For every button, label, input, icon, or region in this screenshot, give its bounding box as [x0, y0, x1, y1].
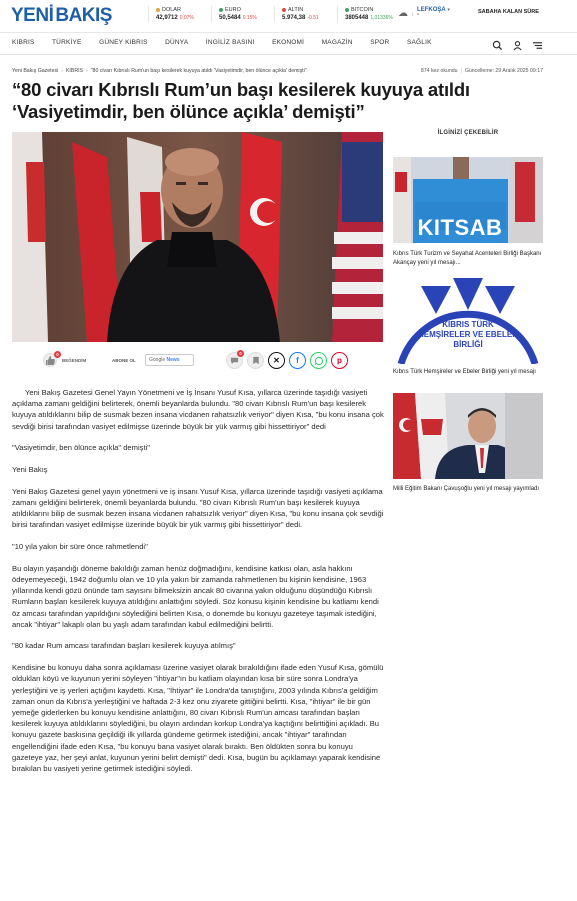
nav-item[interactable]: TÜRKİYE [52, 39, 82, 46]
facebook-icon[interactable]: f [289, 352, 306, 369]
like-count: 0 [54, 351, 61, 358]
ticker-label: EURO [225, 7, 241, 13]
whatsapp-icon[interactable] [310, 352, 327, 369]
article-paragraph: Yeni Bakış Gazetesi Genel Yayın Yönetmeni ve İş İnsanı Yusuf Kısa, yıllarca üzerinde taşıdığı vasiyeti açıklama zamanı geldiğini belirterek, önemli beyanlarda bulundu. "80 civarı Kıbrıslı Rum'un başı kesilerek kuyuya atıldıklarını bilip de susmak bezen insana vicdanen rahatsızlık veriyor" diyen Kısa, "bu konu insana çok sevdiği birisi tarafından vasiyet edilmişse üzerinde büyük bir yük varmış gibi hissettiriyor" dedi [12, 388, 384, 431]
divider: | [460, 68, 462, 74]
ticker-label: DOLAR [162, 7, 181, 13]
nav-actions [492, 38, 543, 49]
nav-item[interactable]: EKONOMİ [272, 39, 305, 46]
nav-item[interactable]: SPOR [370, 39, 390, 46]
article-paragraph: Yeni Bakış Gazetesi genel yayın yönetmeni ve iş insanı Yusuf Kısa, yıllarca üzerinde taşıdığı vasiyeti açıklama zamanı geldiğini belirterek, önemli beyanlarda bulundu. "80 civarı Kıbrıslı Rum'un başı kesilerek kuyuya atıldıklarını bilip de susmak bezen insana vicdanen rahatsızlık veriyor" diyen Kısa, "bu konu insana çok sevdiği birisi tarafından vasiyet edilmişse üzerinde büyük bir yük varmış gibi hissettiriyor" dedi. [12, 486, 384, 530]
article-title: “80 civarı Kıbrıslı Rum’un başı kesilerek kuyuya atıldı ‘Vasiyetimdir, ben ölünce açıkla’ demişti” [12, 79, 470, 122]
trend-dot-icon [282, 8, 286, 12]
search-icon[interactable] [492, 38, 503, 49]
ticker-label-row [156, 6, 208, 14]
ticker-label-row [282, 6, 334, 14]
ticker-change: 1,01336% [370, 15, 393, 21]
comment-count: 0 [237, 350, 244, 357]
trend-dot-icon [219, 8, 223, 12]
article-meta [421, 68, 543, 74]
social-share-icons [226, 352, 348, 369]
ticker-value: 5.974,38 [282, 15, 306, 21]
breadcrumb-home[interactable]: Yeni Bakış Gazetesi [12, 68, 59, 74]
chevron-right-icon: › [61, 68, 63, 74]
breadcrumb-current: "80 civarı Kıbrıslı Rum'un başı kesilerek kuyuya atıldı 'Vasiyetimdir, ben ölünce açıkla' demişti" [90, 68, 307, 74]
cloud-icon: ☁ [398, 7, 408, 19]
nav-list [12, 39, 449, 46]
nav-item[interactable]: SAĞLIK [406, 39, 432, 46]
comment-icon[interactable] [226, 352, 243, 369]
trend-dot-icon [345, 8, 349, 12]
logo-part2: BAKIŞ [55, 5, 112, 26]
x-twitter-icon[interactable]: ✕ [268, 352, 285, 369]
nav-item[interactable]: GÜNEY KIBRIS [99, 39, 148, 46]
nav-item[interactable]: İNGİLİZ BASINI [205, 39, 255, 46]
market-tickers [148, 6, 400, 22]
sidebar-item-caption[interactable]: Kıbrıs Türk Hemşireler ve Ebeler Birliği yeni yıl mesajı [393, 369, 536, 375]
trend-dot-icon [156, 8, 160, 12]
kitsab-logo-text: KITSAB [417, 215, 503, 240]
share-bar [12, 350, 383, 372]
nurses-association-logo [393, 272, 543, 364]
google-news-prefix: Google [149, 357, 166, 363]
sidebar-item-image[interactable] [393, 157, 543, 243]
ticker-change: -0.51 [307, 15, 319, 21]
ticker-value: 42,9712 [156, 15, 178, 21]
sidebar-item-caption[interactable]: Kıbrıs Türk Turizm ve Seyahat Acenteleri Birliği Başkanı Akançay yeni yıl mesajı... [393, 251, 542, 266]
breadcrumb [12, 68, 307, 74]
article-paragraph: Kendisine bu konuyu daha sonra açıklaması üzerine vasiyet olarak bırakıldığını ifade eden Yusuf Kısa, gömülü oldukları köyü ve kuyunun yerini söyleyen "ihtiyar"ın bu katliam olayından kısa bir süre sonra Londra'ya yerleştiğini ve iş yerleri açtığını kaydetti. Kısa, "İhtiyar" ile Londra'da tanıştığını, 2003 yılında Kıbrıs'a geldiğim zaman onun da Kıbrıs'a yerleştiğini ve haftada 2-3 kez onu ziyarete gittiğini belirtti. Kısa, "ihtiyar" ile bir gün yemeğe giderlerken bu konuyu kendisine anlattığını, 80 civarı Kıbrıslı Rum'un amcası tarafından başları kesilerek kuyuya atıldıklarını söylediğini, bu olayın ardından korkup Londra'ya kaçtığını belirttiğini açıkladı. Bu konuyu gazete baskısına geçildiği ilk yıllarda gündeme getirmek istediğini, ancak "ihtiyar" tarafından engellendiğini ifade eden Kısa, "bu konuyu bana vasiyet olarak bıraktı. Ben öldükten sonra bu konuyu gazeteye yaz, her şeyi anlat, kuyunun yerini belirt demişti" dedi. Kısa, bugün bu açıklamayı yaparak kendisine bırakılan bu vasiyeti yerine getirmek istediğini söyledi. [12, 663, 384, 773]
weather-temp: ° [417, 13, 420, 19]
subscribe-label: ABONE OL [112, 358, 136, 363]
sidebar-item-image[interactable] [393, 272, 543, 364]
main-nav [0, 33, 577, 55]
logo-line-1: KIBRIS TÜRK [442, 320, 494, 329]
sidebar-item-image[interactable] [393, 393, 543, 479]
ticker-label-row [219, 6, 271, 14]
chevron-right-icon: › [85, 68, 88, 74]
google-news-button[interactable] [145, 354, 194, 366]
ticker-value-row [345, 14, 397, 22]
breadcrumb-category[interactable]: KIBRIS [65, 68, 83, 74]
like-label: BEĞENDİM [62, 358, 87, 363]
logo-part1: YENİ [11, 5, 54, 26]
ticker-change: 0.15% [242, 15, 257, 21]
ticker-label: ALTIN [288, 7, 304, 13]
article-paragraph: "80 kadar Rum amcası tarafından başları kesilerek kuyuya atılmış" [12, 641, 236, 651]
ticker-change: 0.07% [179, 15, 194, 21]
nav-item[interactable]: KIBRIS [12, 39, 35, 46]
article-paragraph: Bu olayın yaşandığı döneme bakıldığı zaman henüz doğmadığını, kendisine katkısı olan, asla hakkını ödeyemeyeceği, 1942 doğumlu olan ve 10 yıla yakın bir zamanda rahmetlenen bu kişinin kendisine, 1963 yıllarında kendi gözü önünde tam sayısını bilmeksizin ancak 80 civarına yakın olduğunu düşündüğü Kıbrıslı Rumların başları kesilerek kuyuya atıldığını anlattığını söyledi. Söz konusu kişinin kendisine bu katliamı kendi öz amcası tarafından yapıldığını söylediğini belirten Kısa, o donemde bu konuyu gazeteye taşımak istediğini, ancak "ihtiyar" lakaplı olan bu yaşlı adam tarafından kabul edilmediğini belirtti. [12, 563, 379, 629]
ticker-bitcoin[interactable] [337, 6, 397, 22]
article-body [12, 387, 384, 785]
ticker-label-row [345, 6, 397, 14]
prayer-countdown [478, 8, 548, 16]
logo-line-2: HEMŞİRELER VE EBELER [417, 330, 518, 339]
pinterest-icon[interactable]: p [331, 352, 348, 369]
bookmark-icon[interactable] [247, 352, 264, 369]
nav-item[interactable]: DÜNYA [165, 39, 189, 46]
ticker-euro[interactable] [211, 6, 271, 22]
nurses-logo-text [393, 320, 543, 350]
menu-icon[interactable] [532, 38, 543, 49]
sidebar-heading: İLGİNİZİ ÇEKEBİLİR [437, 130, 499, 136]
article-hero-image [12, 132, 383, 342]
article-paragraph: "Vasiyetimdir, ben ölünce açıkla" demişti" [12, 443, 150, 453]
ticker-value-row [156, 14, 208, 22]
google-news-suffix: News [166, 357, 180, 363]
sidebar-item-caption[interactable]: Milli Eğitim Bakanı Çavuşoğlu yeni yıl mesajı yayımladı [393, 486, 540, 492]
ticker-value: 50,5484 [219, 15, 241, 21]
logo-line-3: BİRLİĞİ [453, 340, 483, 349]
weather-widget[interactable] [398, 7, 450, 19]
ticker-dolar[interactable] [148, 6, 208, 22]
divider: | [412, 10, 414, 16]
site-logo[interactable] [11, 5, 112, 27]
chevron-down-icon: ▾ [447, 7, 450, 13]
ticker-value-row [282, 14, 334, 22]
article-paragraph: "10 yıla yakın bir süre önce rahmetlendi" [12, 542, 148, 552]
ticker-label: BITCOIN [351, 7, 374, 13]
ticker-altin[interactable] [274, 6, 334, 22]
top-bar [0, 0, 577, 33]
nav-item[interactable]: MAGAZİN [321, 39, 353, 46]
article-paragraph: Yeni Bakış [12, 465, 48, 475]
weather-city: LEFKOŞA [417, 7, 446, 13]
ticker-value-row [219, 14, 271, 22]
update-time: Güncelleme: 29 Aralık 2025 09:17 [464, 68, 543, 74]
prayer-label: SABAHA KALAN SÜRE [478, 9, 539, 15]
user-icon[interactable] [512, 38, 523, 49]
read-count: 874 kez okundu [420, 68, 458, 74]
ticker-value: 3805448 [345, 15, 369, 21]
